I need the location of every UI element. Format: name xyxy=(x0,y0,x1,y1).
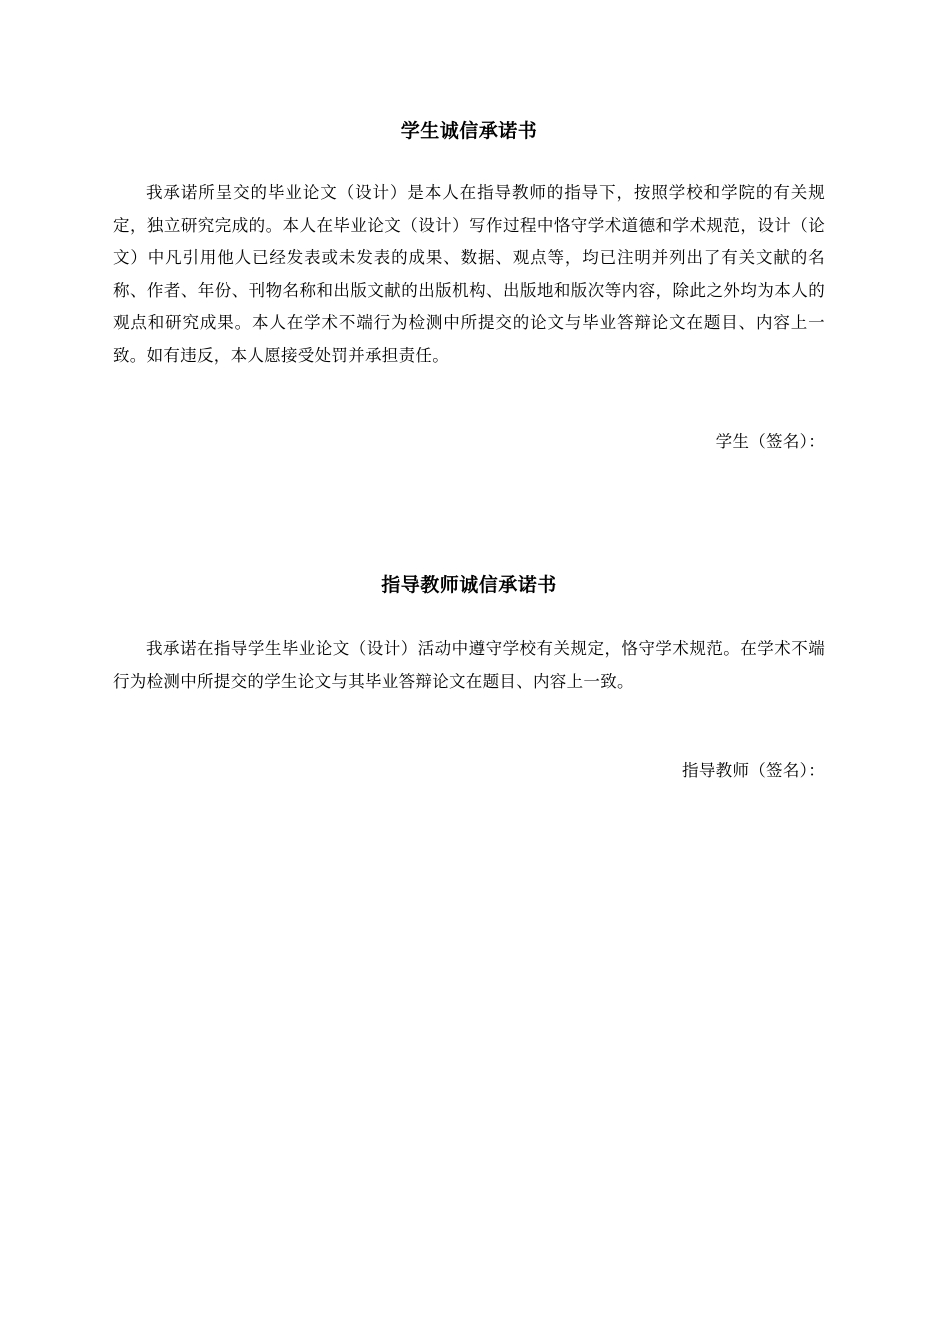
teacher-pledge-section xyxy=(113,570,825,786)
student-pledge-title: 学生诚信承诺书 xyxy=(400,120,538,142)
teacher-signature-label: 指导教师（签名）： xyxy=(682,761,825,780)
teacher-pledge-title: 指导教师诚信承诺书 xyxy=(381,574,557,596)
student-signature-label: 学生（签名）： xyxy=(715,432,825,451)
student-pledge-body: 我承诺所呈交的毕业论文（设计）是本人在指导教师的指导下，按照学校和学院的有关规定，独立研究完成的。本人在毕业论文（设计）写作过程中恪守学术道德和学术规范，设计（论文）中凡引用他人已经发表或未发表的成果、数据、观点等，均已注明并列出了有关文献的名称、作者、年份、刊物名称和出版文献的出版机构、出版地和版次等内容，除此之外均为本人的观点和研究成果。本人在学术不端行为检测中所提交的论文与毕业答辩论文在题目、内容上一致。如有违反，本人愿接受处罚并承担责任。 xyxy=(113,183,825,365)
teacher-pledge-body: 我承诺在指导学生毕业论文（设计）活动中遵守学校有关规定，恪守学术规范。在学术不端行为检测中所提交的学生论文与其毕业答辩论文在题目、内容上一致。 xyxy=(113,639,825,691)
student-pledge-section xyxy=(113,116,825,457)
